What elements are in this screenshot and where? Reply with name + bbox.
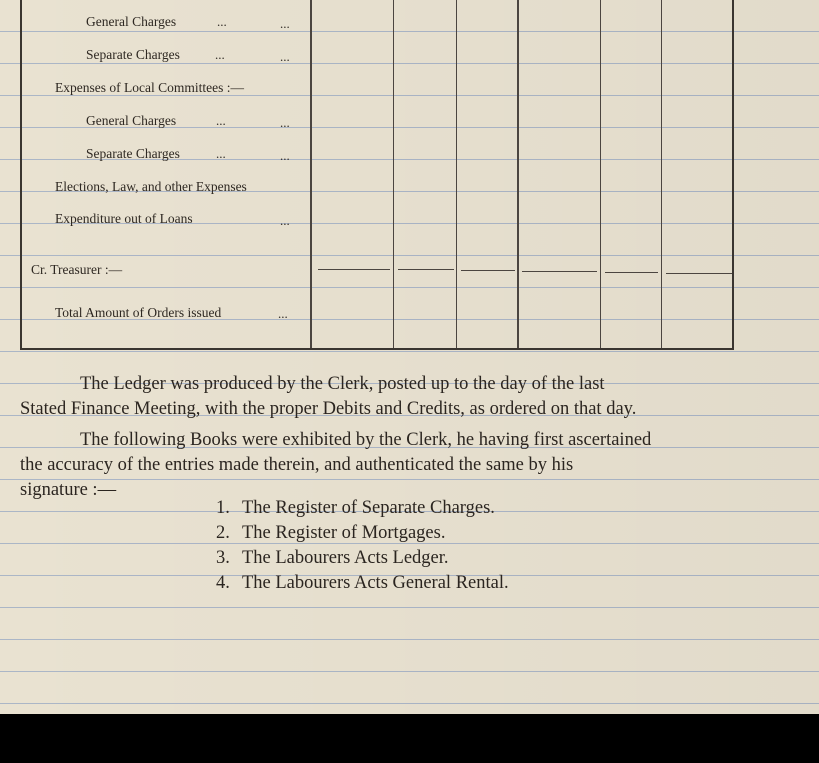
book-title: The Labourers Acts Ledger. <box>242 548 449 568</box>
ledger-table <box>20 0 734 350</box>
column-divider <box>310 0 312 348</box>
row-label-separate-charges: Separate Charges <box>86 47 180 62</box>
text-line: Stated Finance Meeting, with the proper Debits and Credits, as ordered on that day. <box>20 399 637 419</box>
text-line: the accuracy of the entries made therein, and authenticated the same by his <box>20 455 574 475</box>
total-rule <box>605 272 658 273</box>
column-divider <box>393 0 394 348</box>
total-rule <box>398 269 454 270</box>
leader-dots: ... <box>217 14 227 29</box>
leader-dots: ... <box>280 148 290 163</box>
book-title: The Labourers Acts General Rental. <box>242 573 509 593</box>
book-title: The Register of Separate Charges. <box>242 498 495 518</box>
list-item <box>216 571 509 596</box>
column-divider <box>661 0 662 348</box>
leader-dots: ... <box>278 306 288 321</box>
row-label-separate-charges: Separate Charges <box>86 146 180 161</box>
column-divider <box>517 0 519 348</box>
list-number: 4. <box>216 573 230 593</box>
text-line: The following Books were exhibited by the Clerk, he having first ascertained <box>80 430 652 450</box>
leader-dots: ... <box>280 49 290 64</box>
row-label-local-committees: Expenses of Local Committees :— <box>55 80 244 95</box>
row-label-cr-treasurer: Cr. Treasurer :— <box>31 262 123 277</box>
list-number: 3. <box>216 548 230 568</box>
paragraph-books-exhibited <box>20 428 735 503</box>
column-divider <box>600 0 601 348</box>
row-label-total-orders: Total Amount of Orders issued <box>55 305 222 320</box>
list-number: 2. <box>216 523 230 543</box>
row-label-general-charges: General Charges <box>86 14 177 29</box>
scan-border <box>0 714 819 763</box>
leader-dots: ... <box>280 115 290 130</box>
list-item <box>216 496 509 521</box>
row-label-general-charges: General Charges <box>86 113 177 128</box>
leader-dots: ... <box>280 213 290 228</box>
list-item <box>216 521 509 546</box>
book-title: The Register of Mortgages. <box>242 523 446 543</box>
total-rule <box>666 273 732 274</box>
leader-dots: ... <box>280 16 290 31</box>
leader-dots: ... <box>216 113 226 128</box>
leader-dots: ... <box>216 146 226 161</box>
leader-dots: ... <box>215 47 225 62</box>
row-label-expenditure-loans: Expenditure out of Loans <box>55 211 193 226</box>
total-rule <box>461 270 515 271</box>
total-rule <box>522 271 597 272</box>
list-number: 1. <box>216 498 230 518</box>
text-line: signature :— <box>20 480 117 500</box>
book-list <box>216 496 509 596</box>
paragraph-ledger-produced <box>20 372 735 422</box>
text-line: The Ledger was produced by the Clerk, posted up to the day of the last <box>80 374 605 394</box>
list-item <box>216 546 509 571</box>
column-divider <box>456 0 457 348</box>
row-label-elections-law: Elections, Law, and other Expenses <box>55 179 247 194</box>
total-rule <box>318 269 390 270</box>
